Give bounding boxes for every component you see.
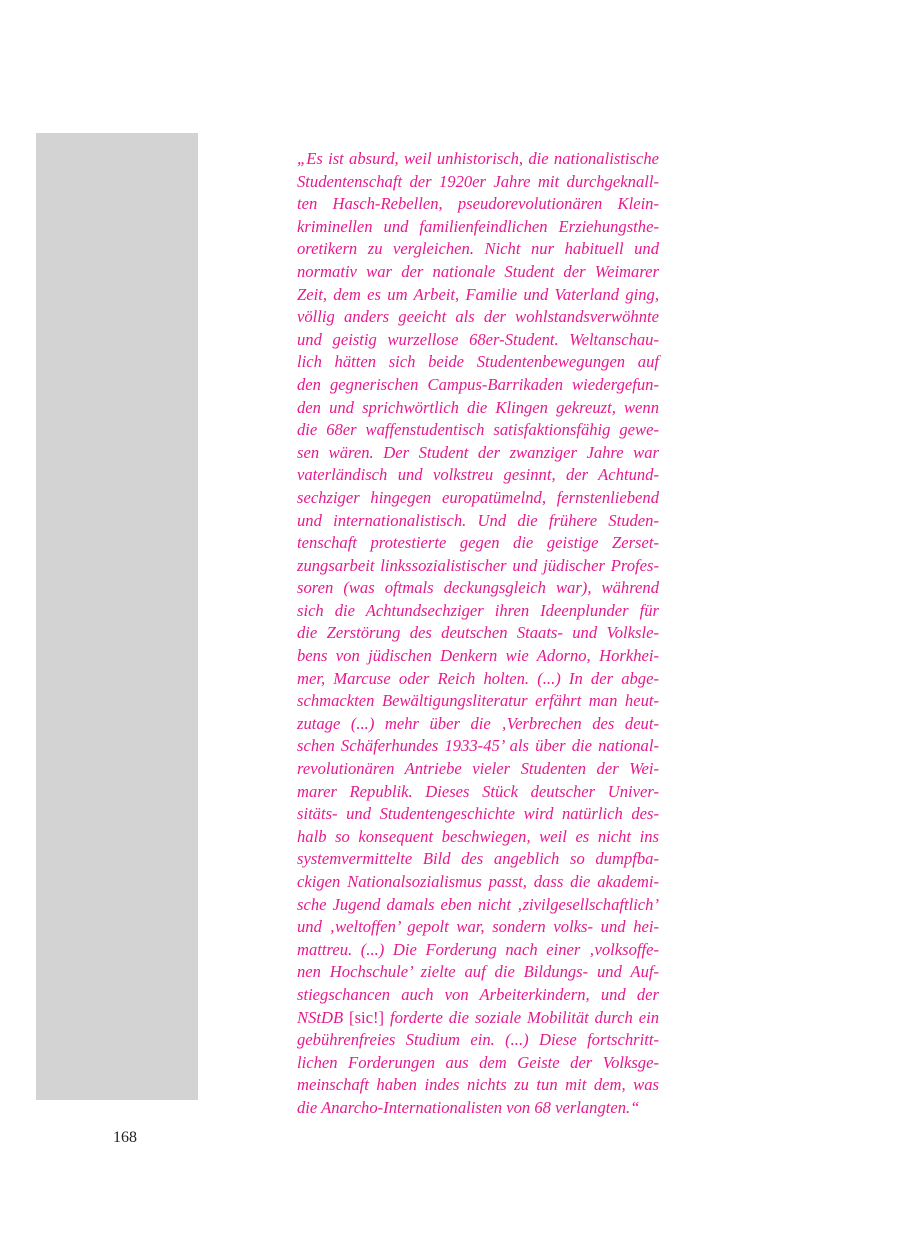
quote-line: nen Hochschule’ zielte auf die Bildungs- und Auf- (297, 962, 659, 982)
quote-line: meinschaft haben indes nichts zu tun mit dem, was (297, 1075, 659, 1095)
quote-line: normativ war der nationale Student der Weimarer (297, 261, 659, 281)
quote-block (297, 148, 659, 1120)
quote-line: schmackten Bewältigungsliteratur erfährt man heut- (297, 691, 659, 711)
quote-line: stiegschancen auch von Arbeiterkindern, und der (297, 984, 659, 1004)
quote-line: sich die Achtundsechziger ihren Ideenplunder für (297, 600, 659, 620)
quote-line: sechziger hingegen europatümelnd, fernstenliebend (297, 487, 659, 507)
quote-line: sen wären. Der Student der zwanziger Jahre war (297, 442, 659, 462)
quote-line: lich hätten sich beide Studentenbewegungen auf (297, 352, 659, 372)
quote-line: zutage (...) mehr über die ‚Verbrechen des deut- (297, 713, 659, 733)
quote-line: „Es ist absurd, weil unhistorisch, die nationalistische (297, 149, 659, 168)
quote-line: gebührenfreies Studium ein. (...) Diese fortschritt- (297, 1030, 659, 1050)
quote-line: lichen Forderungen aus dem Geiste der Volksge- (297, 1052, 659, 1072)
quote-line: die 68er waffenstudentisch satisfaktionsfähig gewe- (297, 420, 659, 440)
quote-line: tenschaft protestierte gegen die geistige Zerset- (297, 533, 659, 553)
organization-abbreviation: NStDB (297, 1007, 344, 1027)
quote-line: schen Schäferhundes 1933-45’ als über die national- (297, 736, 659, 756)
quote-line: systemvermittelte Bild des angeblich so dumpfba- (297, 849, 659, 869)
quote-line: den und sprichwörtlich die Klingen gekreuzt, wenn (297, 397, 659, 417)
sic-insertion: [sic!] (343, 1007, 390, 1027)
quote-line: soren (was oftmals deckungsgleich war), während (297, 578, 659, 598)
quote-line: die Zerstörung des deutschen Staats- und Volksle- (297, 623, 659, 643)
quote-line: sitäts- und Studentengeschichte wird natürlich des- (297, 804, 659, 824)
quote-line: und internationalistisch. Und die frühere Studen- (297, 510, 659, 530)
quote-line: kriminellen und familienfeindlichen Erziehungsthe- (297, 216, 659, 236)
quote-line: mer, Marcuse oder Reich holten. (...) In der abge- (297, 668, 659, 688)
gray-sidebar-bar (36, 133, 198, 1100)
quote-line: mattreu. (...) Die Forderung nach einer ‚volksoffe- (297, 939, 659, 959)
quote-line: revolutionären Antriebe vieler Studenten der Wei- (297, 759, 659, 779)
quote-line: ten Hasch-Rebellen, pseudorevolutionären Klein- (297, 194, 659, 214)
quote-line: marer Republik. Dieses Stück deutscher Univer- (297, 781, 659, 801)
quote-line: und ‚weltoffen’ gepolt war, sondern volks- und hei- (297, 917, 659, 937)
quote-line: völlig anders geeicht als der wohlstandsverwöhnte (297, 307, 659, 327)
quote-line: zungsarbeit linkssozialistischer und jüdischer Profes- (297, 555, 659, 575)
quote-line: Studentenschaft der 1920er Jahre mit durchgeknall- (297, 171, 659, 191)
quote-line: und geistig wurzellose 68er-Student. Weltanschau- (297, 329, 659, 349)
page-number: 168 (113, 1129, 137, 1146)
quote-line: die Anarcho-Internationalisten von 68 verlangten.“ (297, 1097, 640, 1117)
quote-line-with-sic (297, 1007, 659, 1030)
quote-line: oretikern zu vergleichen. Nicht nur habituell und (297, 239, 659, 259)
quote-line: halb so konsequent beschwiegen, weil es nicht ins (297, 826, 659, 846)
quote-line: ckigen Nationalsozialismus passt, dass die akademi- (297, 872, 659, 891)
quote-line: sche Jugend damals eben nicht ‚zivilgesellschaftlich’ (297, 894, 659, 914)
quote-line-rest: forderte die soziale Mobilität durch ein (389, 1007, 659, 1027)
quote-line: vaterländisch und volkstreu gesinnt, der Achtund- (297, 465, 659, 485)
quote-line: den gegnerischen Campus-Barrikaden wiedergefun- (297, 374, 659, 394)
quote-line: Zeit, dem es um Arbeit, Familie und Vaterland ging, (297, 284, 659, 304)
quote-line: bens von jüdischen Denkern wie Adorno, Horkhei- (297, 646, 659, 666)
